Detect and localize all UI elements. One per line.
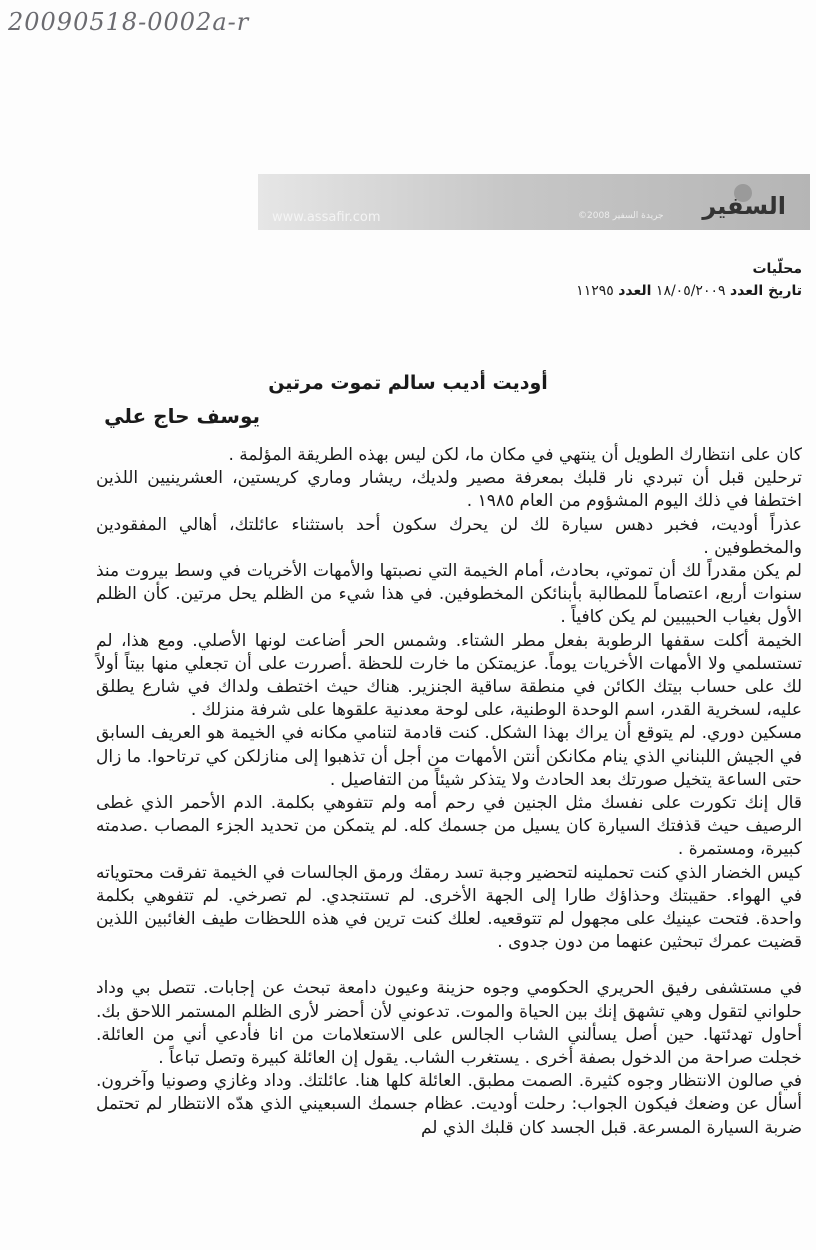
article-paragraph: ترحلين قبل أن تبردي نار قلبك بمعرفة مصير ولديك، ريشار وماري كريستين، العشرينيين اللذين اختطفا في ذلك اليوم المشؤوم من العام ١٩٨٥ . (96, 468, 802, 512)
article-paragraph: كان على انتظارك الطويل أن ينتهي في مكان ما، لكن ليس بهذه الطريقة المؤلمة . (228, 445, 802, 465)
issue-label: العدد (618, 283, 652, 299)
masthead-banner (258, 174, 810, 230)
article-paragraph: لم يكن مقدراً لك أن تموتي، بحادث، أمام الخيمة التي نصبتها والأمهات الأخريات في وسط بيروت منذ سنوات أربع، اعتصاماً للمطالبة بأبنائكن المخطوفين. في هذا شيء من الظلم يحل مرتين. كأن الظلم الأول بغياب الحبيبين لم يكن كافياً . (96, 561, 802, 628)
article-paragraph: كيس الخضار الذي كنت تحملينه لتحضير وجبة تسد رمقك ورمق الجالسات في الخيمة تفرقت محتوياته في الهواء. حقيبتك وحذاؤك طارا إلى الجهة الأخرى. لم تستنجدي. لم تصرخي. لم تتفوهي بكلمة واحدة. فتحت عينيك على مجهول لم تتوقعيه. لعلك كنت ترين في هذه اللحظات طيف الغائبين اللذين قضيت عمرك تبحثين عنهما من دون جدوى . (96, 862, 802, 953)
article-paragraph: قال إنك تكورت على نفسك مثل الجنين في رحم أمه ولم تتفوهي بكلمة. الدم الأحمر الذي غطى الرصيف حيث قذفتك السيارة كان يسيل من جسمك كله. لم يتمكن من تحديد الجزء المصاب .صدمته كبيرة، ومستمرة . (96, 793, 802, 860)
article-paragraph: عذراً أوديت، فخبر دهس سيارة لك لن يحرك سكون أحد باستثناء عائلتك، أهالي المفقودين والمخطوفين . (96, 514, 802, 558)
issue-value: ١١٢٩٥ (576, 283, 614, 299)
date-value: ١٨/٠٥/٢٠٠٩ (655, 283, 726, 299)
article-paragraph: مسكين دوري. لم يتوقع أن يراك بهذا الشكل. كنت قادمة لتنامي مكانه في الخيمة هو العريف السابق في الجيش اللبناني الذي ينام مكانكن أنتن الأمهات من أجل أن تذهبوا إلى منازلكن كي ترتاحوا. ما زال حتى الساعة يتخيل صورتك بعد الحادث ولا يتذكر شيئاً من التفاصيل . (96, 723, 802, 790)
issue-meta (576, 258, 802, 302)
masthead-url: www.assafir.com (272, 210, 381, 225)
article-paragraph: في صالون الانتظار وجوه كثيرة. الصمت مطبق. العائلة كلها هنا. عائلتك. وداد وغازي وصونيا وآخرون. أسأل عن وضعك فيكون الجواب: رحلت أوديت. عظام جسمك السبعيني الذي هدّه الانتظار لم تحتمل ضربة السيارة المسرعة. قبل الجسد كان قلبك الذي لم (96, 1071, 802, 1138)
section-label: محلّيات (752, 261, 802, 277)
masthead-copyright: ©2008 جريدة السفير (578, 211, 664, 221)
article-author: يوسف حاج علي (104, 404, 260, 428)
article-paragraph: في مستشفى رفيق الحريري الحكومي وجوه حزينة وعيون دامعة تبحث عن إجابات. تتصل بي وداد حلواني لتقول وهي تشهق إنك بين الحياة والموت. تدعوني لأن أحضر لأرى الظلم المستمر اللاحق بك. أحاول تهدئتها. حين أصل يسألني الشاب الجالس على الاستعلامات من انا فأدعي أني من العائلة. خجلت صراحة من الدخول بصفة أخرى . يستغرب الشاب. يقول إن العائلة كبيرة وتصل تباعاً . (96, 978, 802, 1069)
article-body (96, 444, 802, 1140)
issue-line (576, 280, 802, 302)
masthead-logo: السفير (702, 192, 786, 220)
handwritten-archive-code: 20090518-0002a-r (8, 8, 250, 36)
date-label: تاريخ العدد (729, 283, 802, 299)
article-title: أوديت أديب سالم تموت مرتين (268, 372, 548, 394)
article-paragraph: الخيمة أكلت سقفها الرطوبة بفعل مطر الشتاء. وشمس الحر أضاعت لونها الأصلي. ومع هذا، لم تستسلمي ولا الأمهات الأخريات يوماً. عزيمتكن ما خارت للحظة .أصررت على أن تجعلي منها بيتاً أولاً لك على حساب بيتك الكائن في منطقة ساقية الجنزير. هناك حيث اختطف ولداك في شارع يطلق عليه، لسخرية القدر، اسم الوحدة الوطنية، على لوحة معدنية علقوها على شرفة منزلك . (96, 630, 802, 721)
